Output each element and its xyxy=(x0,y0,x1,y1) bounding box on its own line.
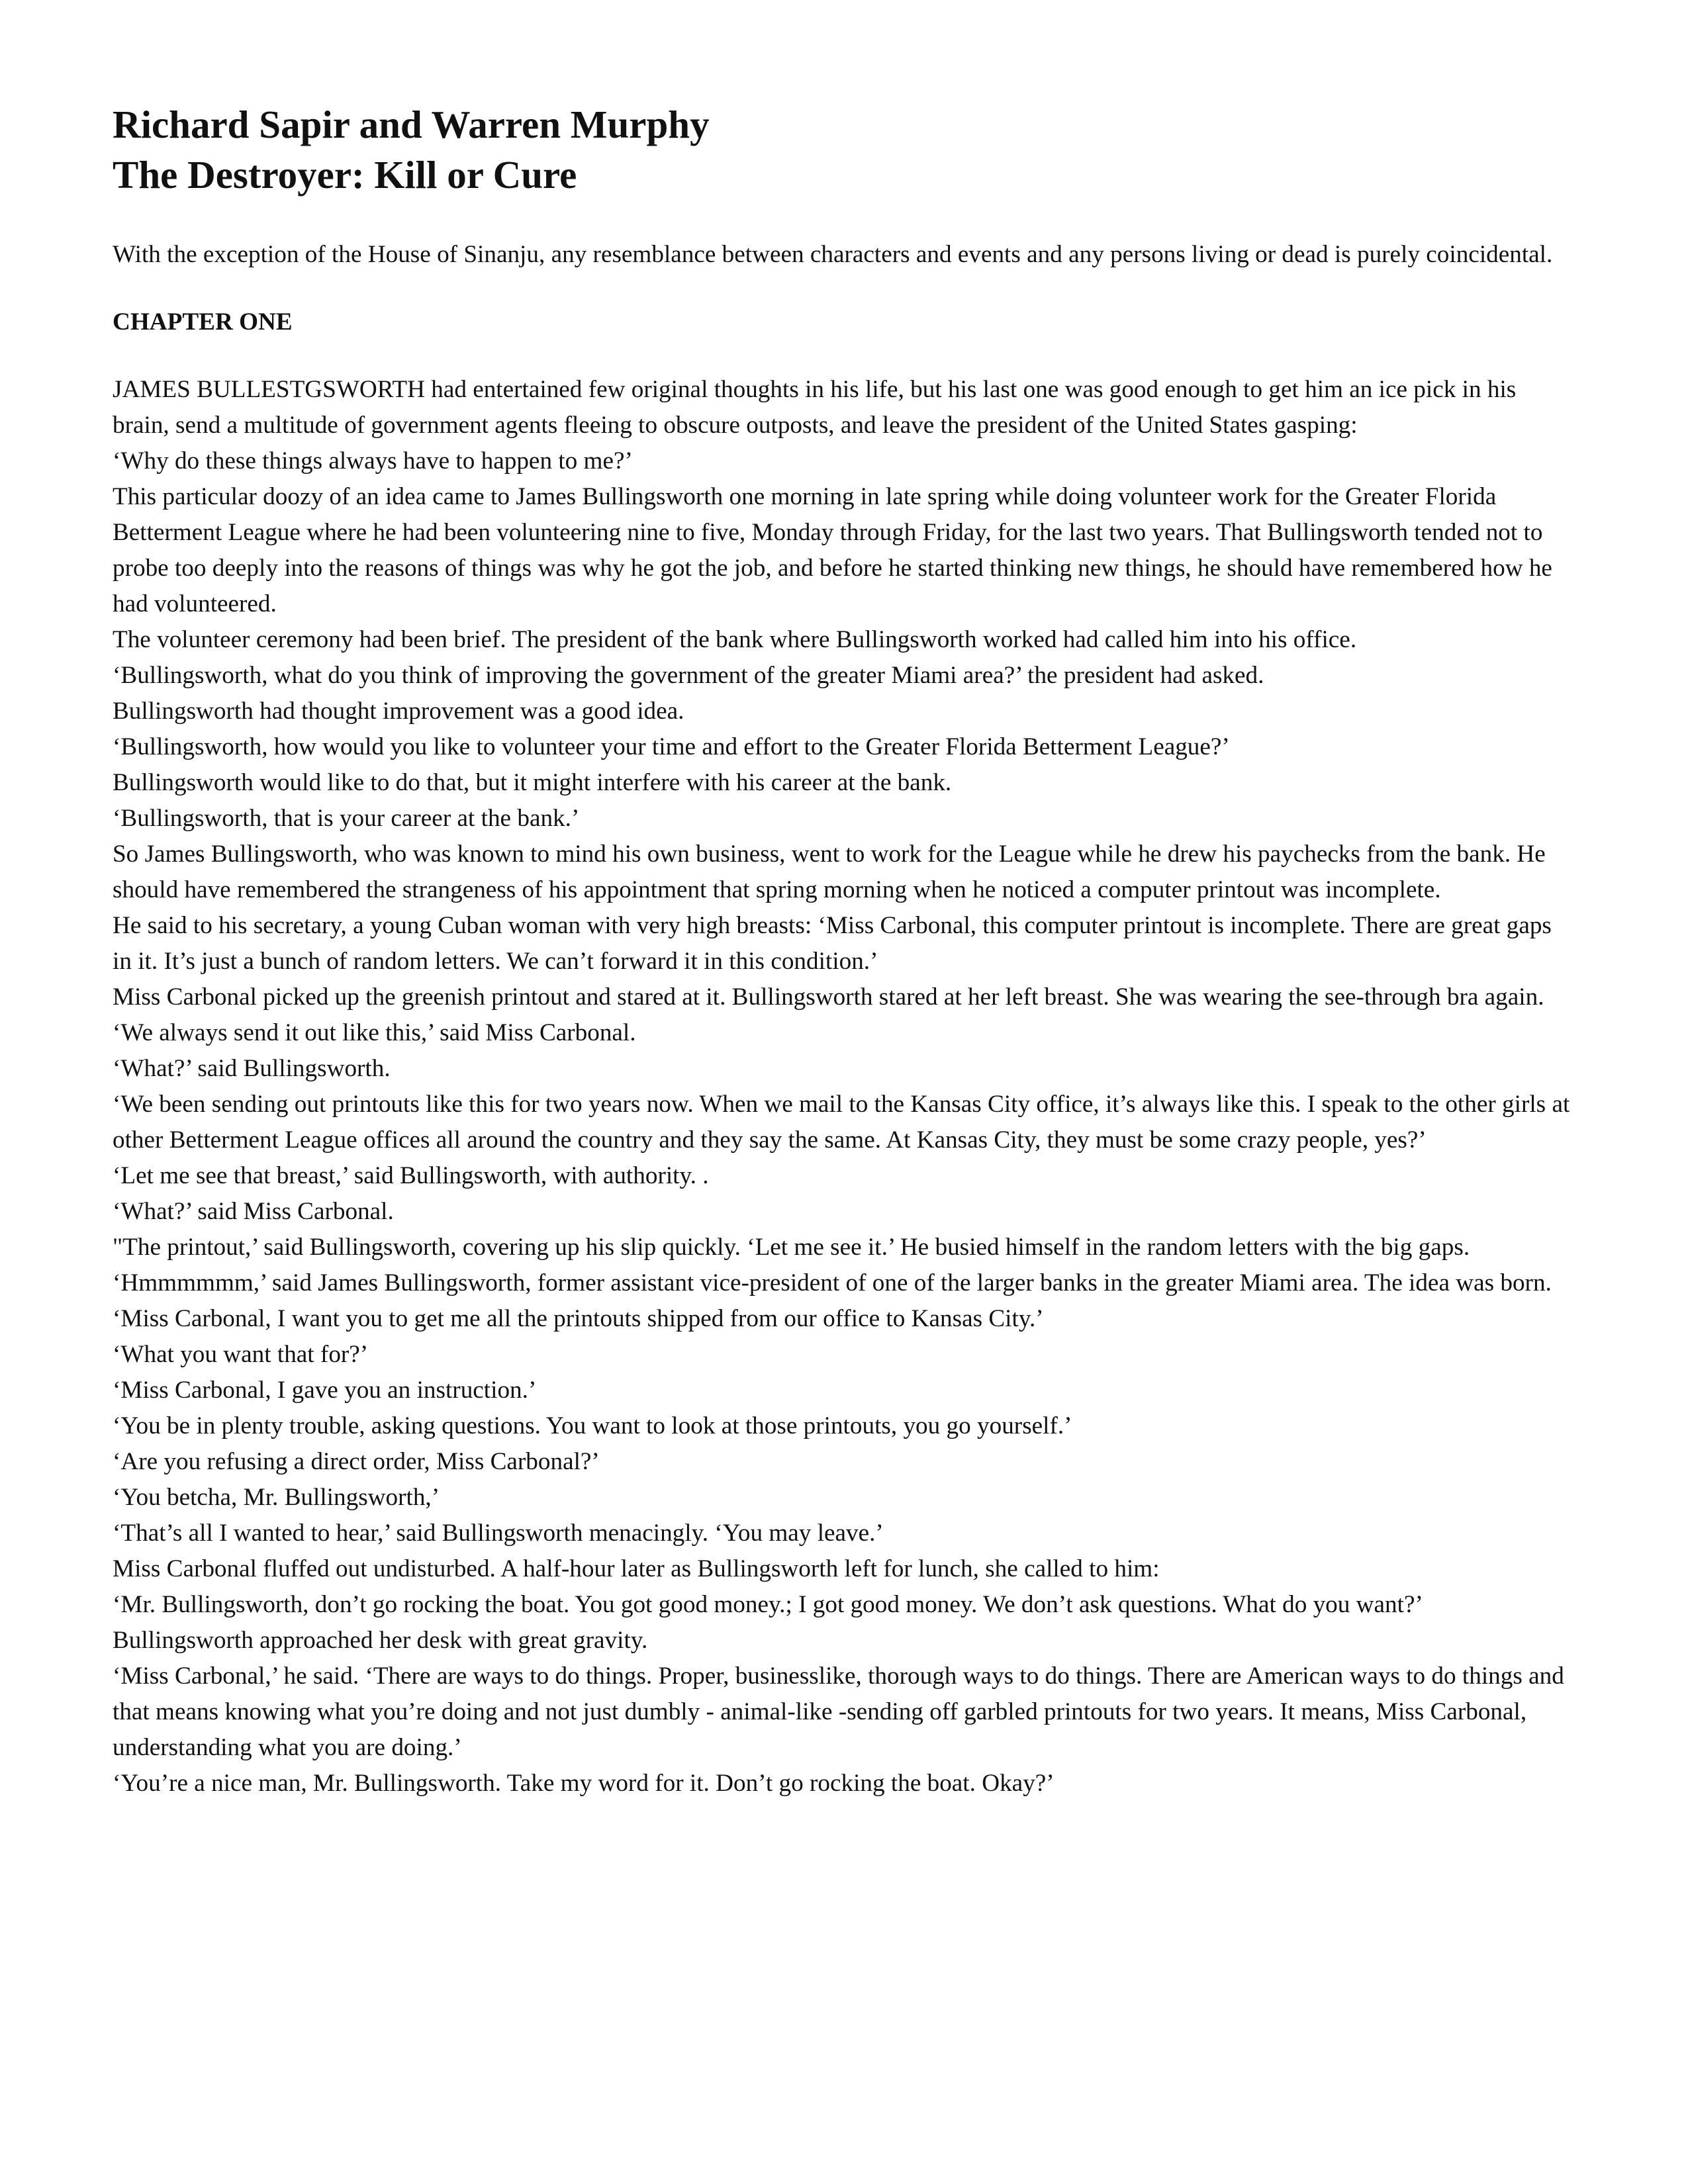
paragraph: ‘Miss Carbonal, I want you to get me all the printouts shipped from our office to Kansas City.’ xyxy=(113,1305,1044,1332)
paragraph: ‘Let me see that breast,’ said Bullingsworth, with authority. . xyxy=(113,1162,709,1189)
paragraph: He said to his secretary, a young Cuban woman with very high breasts: ‘Miss Carbonal, this computer printout is incomplete. There are great gaps in it. It’s just a bunch of random letters. We can’t forward it in this condition.’ xyxy=(113,912,1552,975)
paragraph: ‘Bullingsworth, how would you like to volunteer your time and effort to the Greater Florida Betterment League?’ xyxy=(113,733,1230,760)
paragraph: ‘Are you refusing a direct order, Miss Carbonal?’ xyxy=(113,1448,600,1475)
paragraph: Miss Carbonal fluffed out undisturbed. A half-hour later as Bullingsworth left for lunch, she called to him: xyxy=(113,1555,1160,1582)
paragraph: This particular doozy of an idea came to James Bullingsworth one morning in late spring while doing volunteer work for the Greater Florida Betterment League where he had been volunteering nine to five, Monday through Friday, for the last two years. That Bullingsworth tended not to probe too deeply into the reasons of things was why he got the job, and before he started thinking new things, he should have remembered how he had volunteered. xyxy=(113,483,1552,617)
paragraph: ‘What?’ said Bullingsworth. xyxy=(113,1055,391,1082)
paragraph: ‘What you want that for?’ xyxy=(113,1341,369,1368)
paragraph: ‘We always send it out like this,’ said Miss Carbonal. xyxy=(113,1019,636,1046)
paragraph: The volunteer ceremony had been brief. The president of the bank where Bullingsworth worked had called him into his office. xyxy=(113,626,1357,653)
paragraph: ‘Why do these things always have to happen to me?’ xyxy=(113,447,633,475)
paragraph: So James Bullingsworth, who was known to mind his own business, went to work for the League while he drew his paychecks from the bank. He should have remembered the strangeness of his appointment that spring morning when he noticed a computer printout was incomplete. xyxy=(113,841,1546,903)
chapter-heading: CHAPTER ONE xyxy=(113,308,293,336)
paragraph: ‘Miss Carbonal, I gave you an instruction.’ xyxy=(113,1377,537,1404)
author-line: Richard Sapir and Warren Murphy xyxy=(113,103,710,146)
paragraph: ‘That’s all I wanted to hear,’ said Bullingsworth menacingly. ‘You may leave.’ xyxy=(113,1520,884,1547)
paragraph: Miss Carbonal picked up the greenish printout and stared at it. Bullingsworth stared at her left breast. She was wearing the see-through bra again. xyxy=(113,983,1544,1011)
paragraph: ‘Mr. Bullingsworth, don’t go rocking the boat. You got good money.; I got good money. We don’t ask questions. What do you want?’ xyxy=(113,1591,1423,1618)
paragraph: Bullingsworth approached her desk with great gravity. xyxy=(113,1627,648,1654)
paragraph: JAMES BULLESTGSWORTH had entertained few original thoughts in his life, but his last one was good enough to get him an ice pick in his brain, send a multitude of government agents fleeing to obscure outposts, and leave the president of the United States gasping: xyxy=(113,376,1517,439)
paragraph: ‘You be in plenty trouble, asking questions. You want to look at those printouts, you go yourself.’ xyxy=(113,1412,1072,1439)
paragraph: ‘Bullingsworth, what do you think of improving the government of the greater Miami area?’ the president had asked. xyxy=(113,662,1264,689)
paragraph: ‘You betcha, Mr. Bullingsworth,’ xyxy=(113,1484,440,1511)
paragraph: ‘Miss Carbonal,’ he said. ‘There are ways to do things. Proper, businesslike, thorough ways to do things. There are American ways to do things and that means knowing what you’re doing and not just dumbly - animal-like -sending off garbled printouts for two years. It means, Miss Carbonal, understanding what you are doing.’ xyxy=(113,1662,1564,1761)
paragraph: ‘You’re a nice man, Mr. Bullingsworth. Take my word for it. Don’t go rocking the boat. Okay?’ xyxy=(113,1770,1055,1797)
paragraph: Bullingsworth had thought improvement was a good idea. xyxy=(113,698,684,725)
paragraph: Bullingsworth would like to do that, but it might interfere with his career at the bank. xyxy=(113,769,952,796)
document-page xyxy=(113,99,1575,1801)
paragraph: ‘We been sending out printouts like this for two years now. When we mail to the Kansas City office, it’s always like this. I speak to the other girls at other Betterment League offices all around the country and they say the same. At Kansas City, they must be some crazy people, yes?’ xyxy=(113,1091,1570,1154)
paragraph: ‘Bullingsworth, that is your career at the bank.’ xyxy=(113,805,580,832)
chapter-body xyxy=(113,372,1575,1801)
disclaimer-text: With the exception of the House of Sinanju, any resemblance between characters and events and any persons living or dead is purely coincidental. xyxy=(113,241,1553,268)
book-title: The Destroyer: Kill or Cure xyxy=(113,153,577,197)
paragraph: ‘What?’ said Miss Carbonal. xyxy=(113,1198,394,1225)
paragraph: "The printout,’ said Bullingsworth, covering up his slip quickly. ‘Let me see it.’ He busied himself in the random letters with the big gaps. ‘Hmmmmmm,’ said James Bullingsworth, former assistant vice-president of one of the larger banks in the greater Miami area. The idea was born. xyxy=(113,1234,1552,1297)
